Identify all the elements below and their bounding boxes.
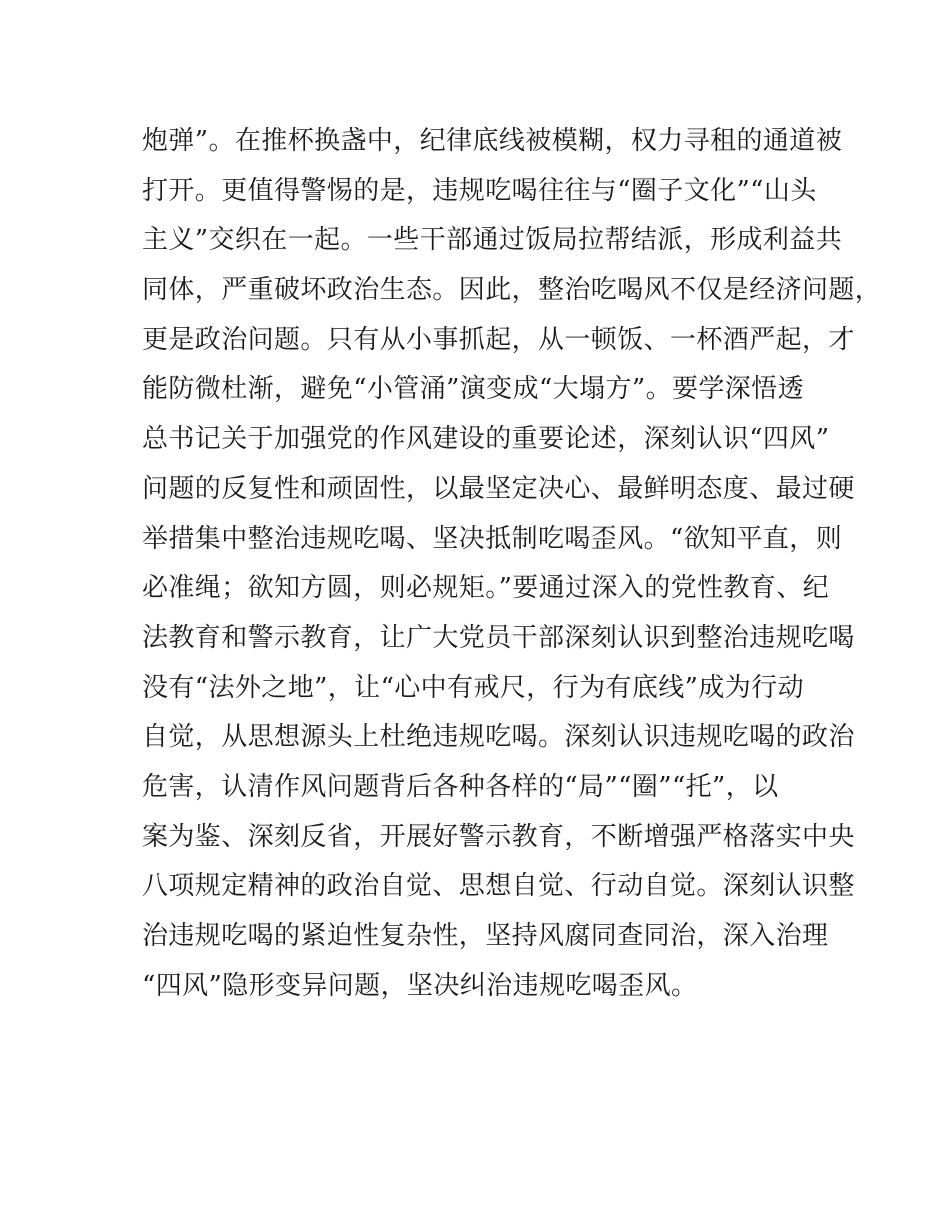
text-line: 问题的反复性和顽固性，以最坚定决心、最鲜明态度、最过硬 (142, 473, 855, 504)
body-paragraph (142, 117, 882, 1011)
text-line: 治违规吃喝的紧迫性复杂性，坚持风腐同查同治，深入治理 (142, 921, 829, 951)
text-line: 八项规定精神的政治自觉、思想自觉、行动自觉。深刻认识整 (142, 871, 855, 902)
text-line: 没有“法外之地”，让“心中有戒尺，行为有底线”成为行动 (142, 672, 804, 703)
text-line: 法教育和警示教育，让广大党员干部深刻认识到整治违规吃喝 (142, 622, 855, 653)
text-line: 能防微杜渐，避免“小管涌”演变成“大塌方”。要学深悟透 (142, 374, 804, 405)
text-line: 主义”交织在一起。一些干部通过饭局拉帮结派，形成利益共 (142, 225, 843, 256)
text-line: 总书记关于加强党的作风建设的重要论述，深刻认识“四风” (142, 424, 830, 455)
text-line: “四风”隐形变异问题，坚决纠治违规吃喝歪风。 (142, 970, 698, 1001)
text-line: 必准绳；欲知方圆，则必规矩。”要通过深入的党性教育、纪 (142, 573, 830, 604)
text-line: 打开。更值得警惕的是，违规吃喝往往与“圈子文化”“山头 (142, 175, 817, 206)
text-line: 举措集中整治违规吃喝、坚决抵制吃喝歪风。“欲知平直，则 (142, 523, 843, 554)
text-line: 同体，严重破坏政治生态。因此，整治吃喝风不仅是经济问题， (142, 275, 882, 306)
text-line: 炮弹”。在推杯换盏中，纪律底线被模糊，权力寻租的通道被 (142, 126, 843, 156)
text-line: 危害，认清作风问题背后各种各样的“局”“圈”“托”，以 (142, 771, 779, 802)
text-line: 自觉，从思想源头上杜绝违规吃喝。深刻认识违规吃喝的政治 (142, 722, 855, 753)
text-line: 案为鉴、深刻反省，开展好警示教育，不断增强严格落实中央 (142, 821, 855, 852)
text-line: 更是政治问题。只有从小事抓起，从一顿饭、一杯酒严起，才 (142, 324, 855, 355)
